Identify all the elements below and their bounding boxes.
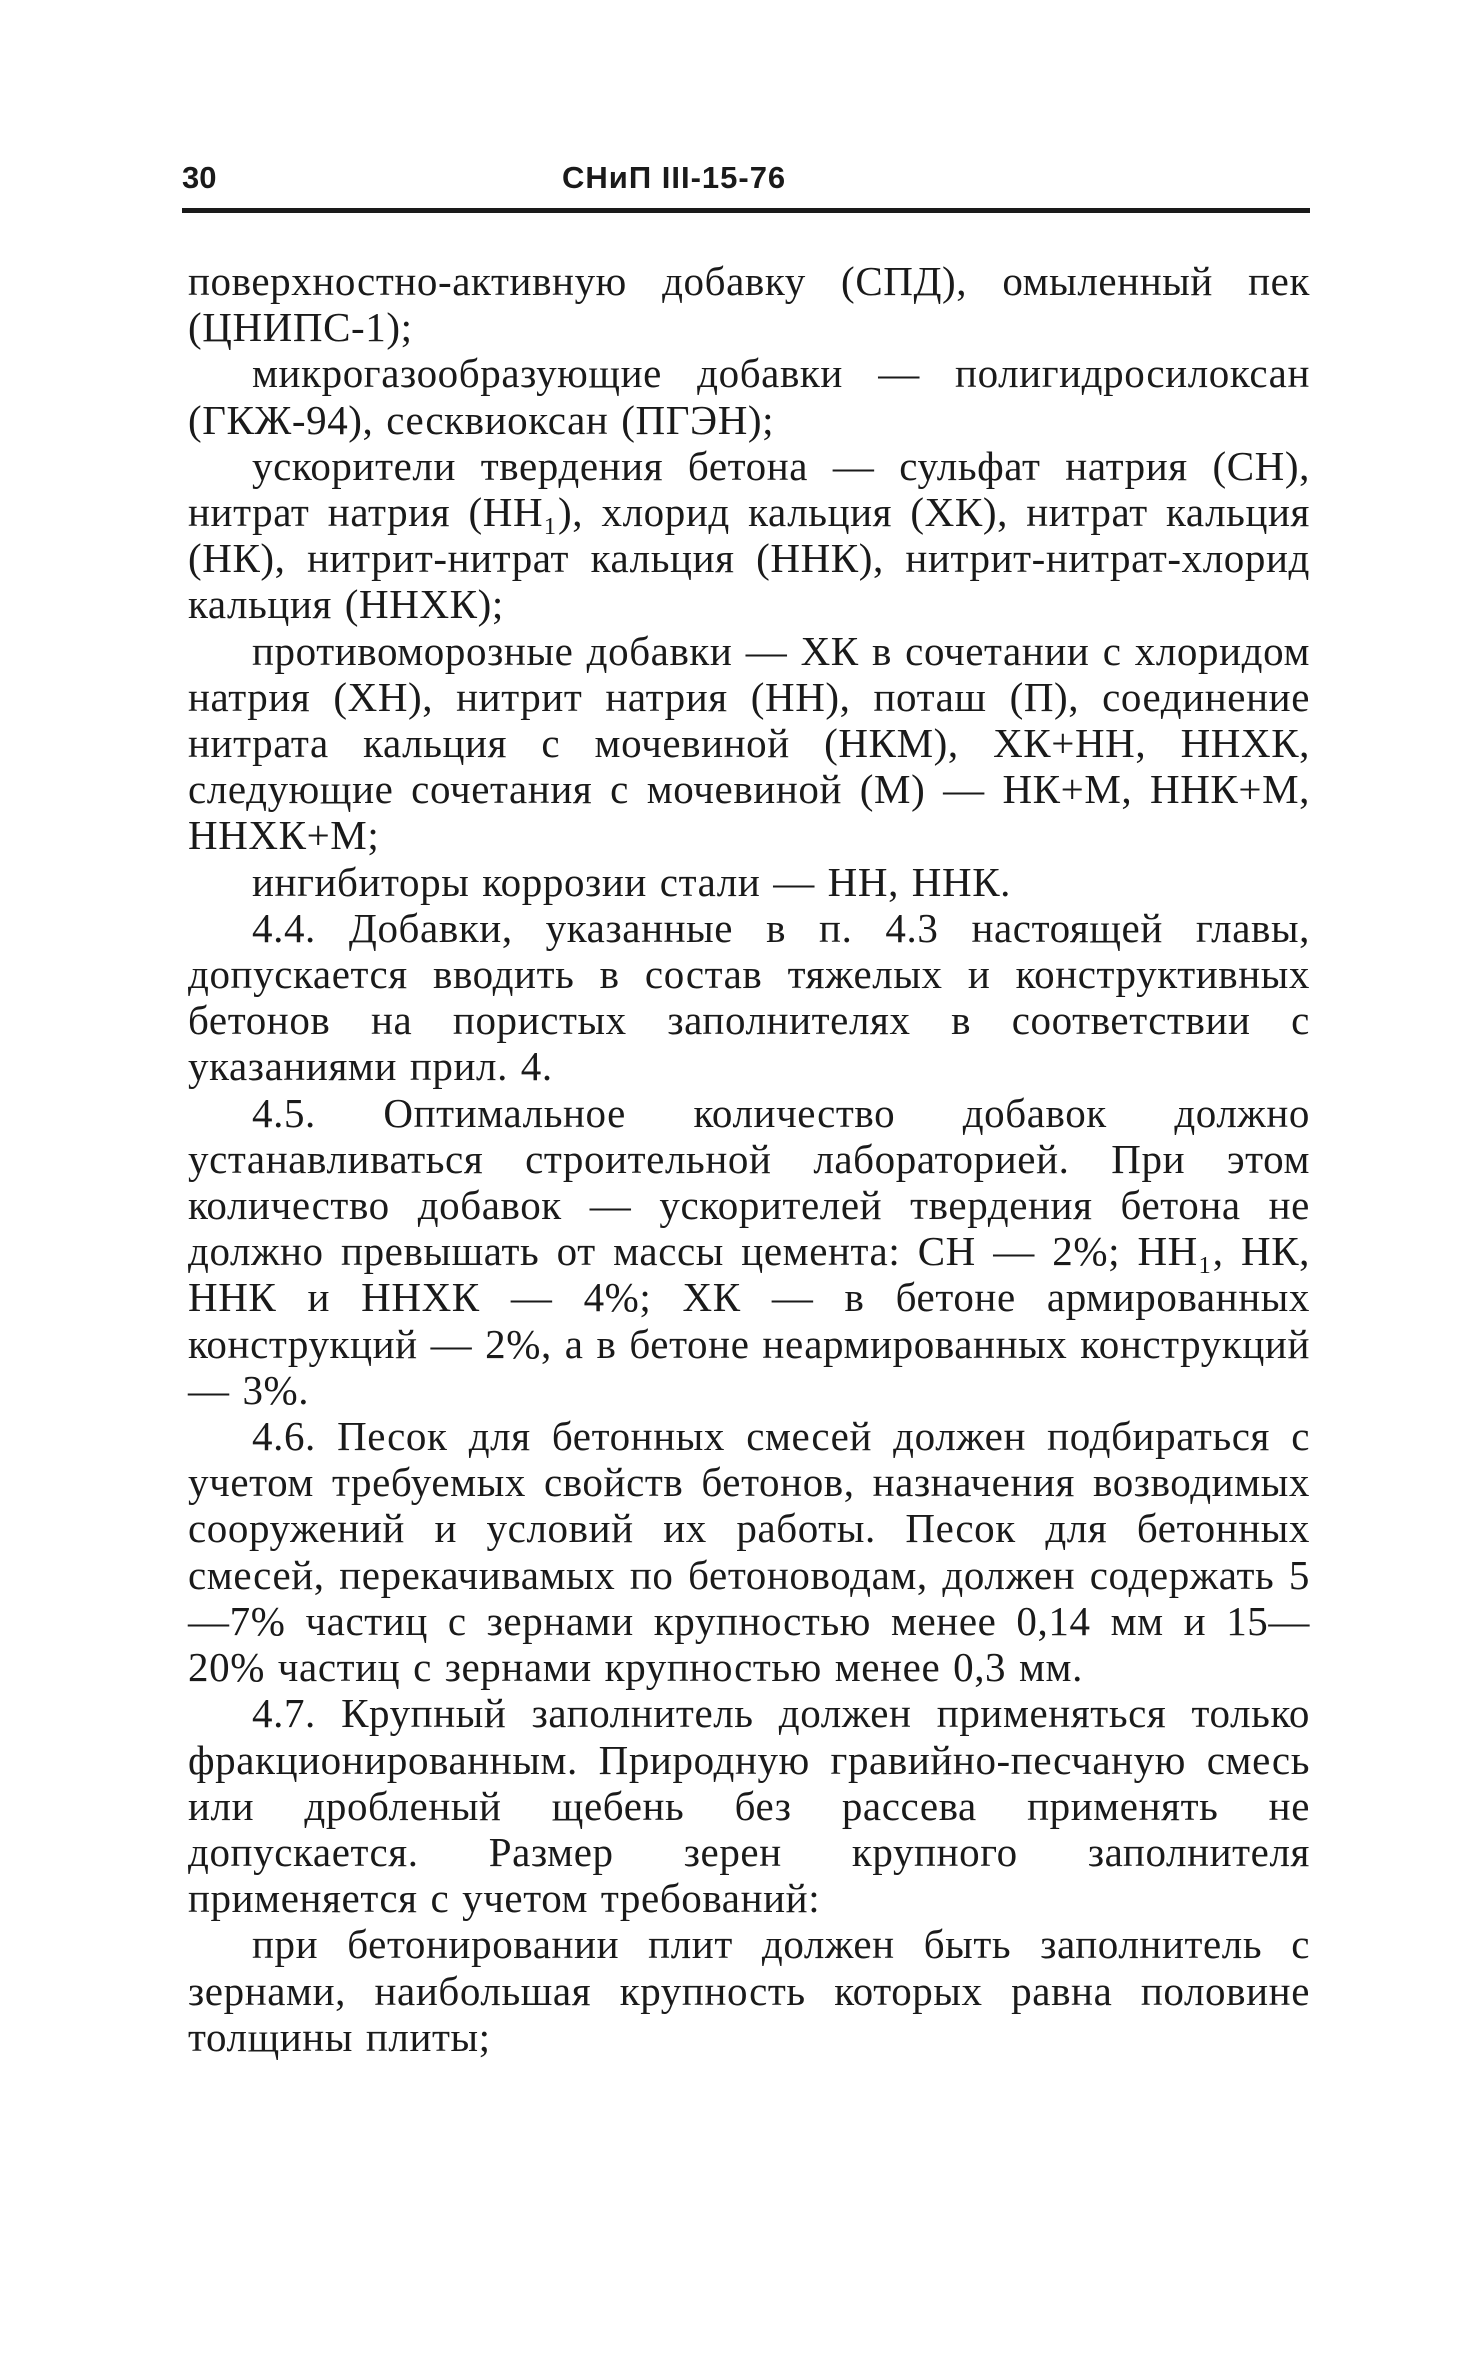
paragraph-slabs: при бетонировании плит должен быть заполнитель с зернами, наибольшая крупность которых равна половине толщины плиты; [188,1921,1310,2060]
paragraph-4-6: 4.6. Песок для бетонных смесей должен подбираться с учетом требуемых свойств бетонов, назначения возводимых сооружений и условий их работы. Песок для бетонных смесей, перекачивамых по бетоноводам, должен содержать 5—7% частиц с зернами крупностью менее 0,14 мм и 15—20% частиц с зернами крупностью менее 0,3 мм. [188,1413,1310,1691]
paragraph-inhibitors: ингибиторы коррозии стали — НН, ННК. [252,858,1011,905]
paragraph-spd: поверхностно-активную добавку (СПД), омыленный пек (ЦНИПС-1); [188,258,1310,351]
document-code: СНиП III-15-76 [562,160,787,195]
page-header [182,158,1310,198]
paragraph-antifreeze: противоморозные добавки — ХК в сочетании с хлоридом натрия (ХН), нитрит натрия (НН), поташ (П), соединение нитрата кальция с мочевиной (НКМ), ХК+НН, ННХК, следующие сочетания с мочевиной (М) — НК+М, ННК+М, ННХК+М; [188,627,1310,859]
body-text [188,258,1310,2060]
paragraph-4-4: 4.4. Добавки, указанные в п. 4.3 настоящей главы, допускается вводить в состав тяжелых и конструктивных бетонов на пористых заполнителях в соответствии с указаниями прил. 4. [188,904,1310,1090]
page-number: 30 [182,160,217,195]
paragraph-accelerators: ускорители твердения бетона — сульфат натрия (СН), нитрат натрия (НН₁), хлорид кальция (ХК), нитрат кальция (НК), нитрит-нитрат кальция (ННК), нитрит-нитрат-хлорид кальция (ННХК); [188,442,1310,628]
header-rule [182,208,1310,213]
paragraph-4-5: 4.5. Оптимальное количество добавок должно устанавливаться строительной лабораторией. При этом количество добавок — ускорителей твердения бетона не должно превышать от массы цемента: СН — 2%; НН₁, НК, ННК и ННХК — 4%; ХК — в бетоне армированных конструкций — 2%, а в бетоне неармированных конструкций — 3%. [188,1089,1310,1413]
paragraph-gas-forming: микрогазообразующие добавки — полигидросилоксан (ГКЖ-94), сесквиоксан (ПГЭН); [188,350,1310,443]
paragraph-4-7: 4.7. Крупный заполнитель должен применяться только фракционированным. Природную гравийно-песчаную смесь или дробленый щебень без рассева применять не допускается. Размер зерен крупного заполнителя применяется с учетом требований: [188,1690,1310,1922]
